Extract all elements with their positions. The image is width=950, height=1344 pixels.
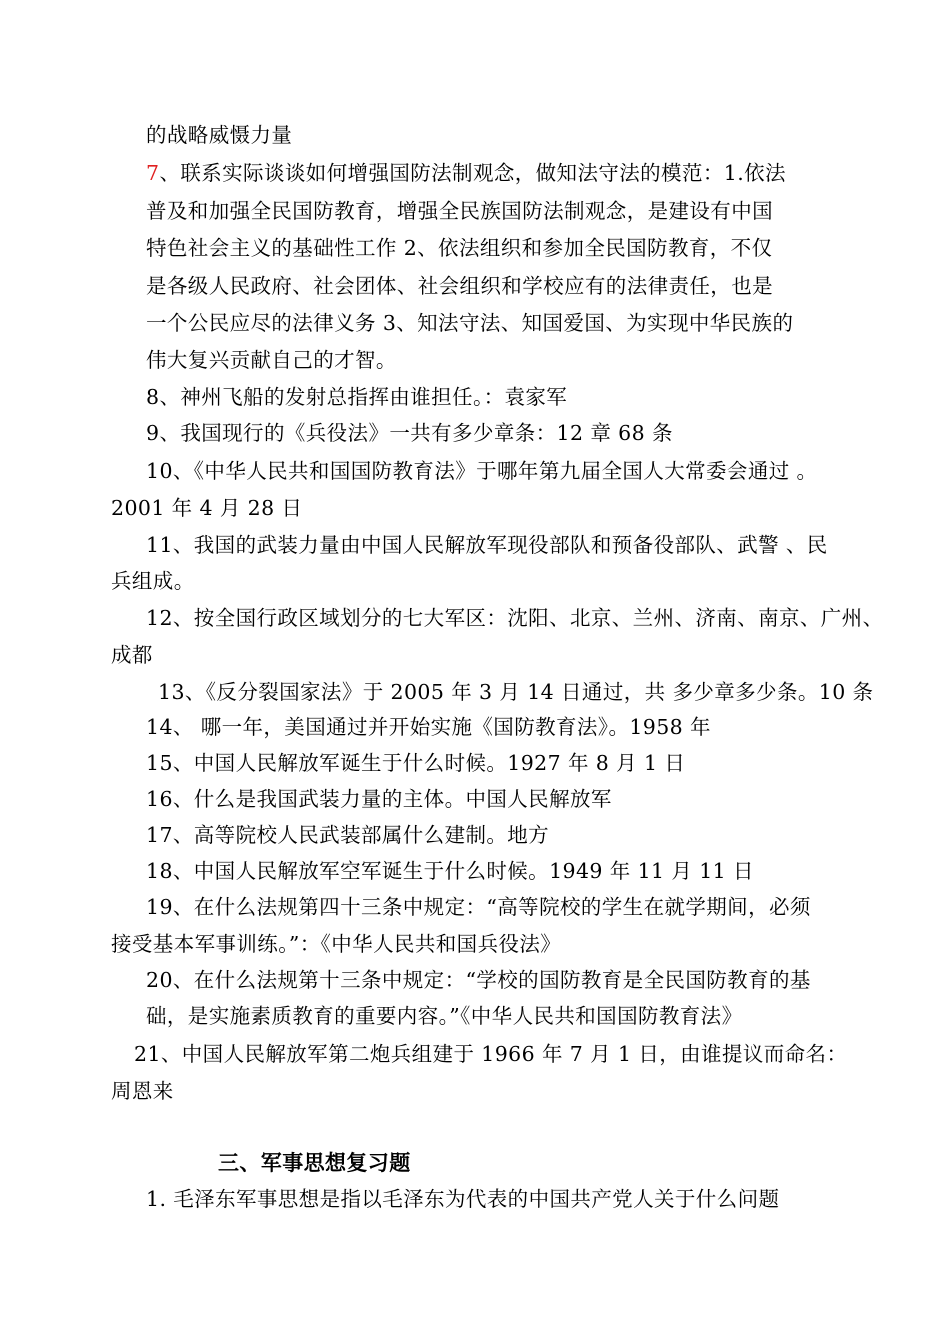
text-line: 伟大复兴贡献自己的才智。	[146, 348, 397, 372]
text-line: 10、《中华人民共和国国防教育法》于哪年第九届全国人大常委会通过 。	[146, 459, 818, 483]
text-line: 13、《反分裂国家法》于 2005 年 3 月 14 日通过，共 多少章多少条。10 条	[158, 680, 874, 704]
section-heading: 三、军事思想复习题	[218, 1150, 411, 1175]
text-line: 础，是实施素质教育的重要内容。”《中华人民共和国国防教育法》	[146, 1004, 743, 1028]
text-line: 是各级人民政府、社会团体、社会组织和学校应有的法律责任，也是	[146, 274, 773, 298]
text-line: 一个公民应尽的法律义务 3、知法守法、知国爱国、为实现中华民族的	[146, 311, 794, 335]
question-number-red: 7	[146, 161, 160, 185]
text-line: 兵组成。	[111, 569, 195, 593]
text-line: 、联系实际谈谈如何增强国防法制观念，做知法守法的模范：1.依法	[159, 161, 786, 185]
text-line: 16、什么是我国武装力量的主体。中国人民解放军	[146, 787, 612, 811]
text-line: 18、中国人民解放军空军诞生于什么时候。1949 年 11 月 11 日	[146, 859, 754, 883]
text-line: 19、在什么法规第四十三条中规定：“高等院校的学生在就学期间，必须	[146, 895, 811, 919]
text-line: 1. 毛泽东军事思想是指以毛泽东为代表的中国共产党人关于什么问题	[146, 1187, 780, 1211]
text-line: 周恩来	[111, 1079, 174, 1103]
text-line: 15、中国人民解放军诞生于什么时候。1927 年 8 月 1 日	[146, 751, 686, 775]
text-line: 11、我国的武装力量由中国人民解放军现役部队和预备役部队、武警 、民	[146, 533, 828, 557]
text-line: 9、我国现行的《兵役法》一共有多少章条：12 章 68 条	[146, 421, 673, 445]
question-7-line	[146, 158, 786, 188]
text-line: 接受基本军事训练。”：《中华人民共和国兵役法》	[111, 932, 562, 956]
text-line: 2001 年 4 月 28 日	[111, 496, 303, 520]
text-line: 14、 哪一年，美国通过并开始实施《国防教育法》。1958 年	[146, 715, 711, 739]
text-line: 20、在什么法规第十三条中规定：“学校的国防教育是全民国防教育的基	[146, 968, 811, 992]
text-line: 17、高等院校人民武装部属什么建制。地方	[146, 823, 550, 847]
text-line: 21、中国人民解放军第二炮兵组建于 1966 年 7 月 1 日，由谁提议而命名：	[134, 1042, 848, 1066]
text-line: 12、按全国行政区域划分的七大军区：沈阳、北京、兰州、济南、南京、广州、	[146, 606, 884, 630]
text-line: 普及和加强全民国防教育，增强全民族国防法制观念，是建设有中国	[146, 199, 773, 223]
text-line: 8、神州飞船的发射总指挥由谁担任。：袁家军	[146, 385, 568, 409]
text-line: 的战略威慑力量	[146, 123, 293, 147]
text-line: 特色社会主义的基础性工作 2、依法组织和参加全民国防教育，不仅	[146, 236, 773, 260]
text-line: 成都	[111, 643, 153, 667]
